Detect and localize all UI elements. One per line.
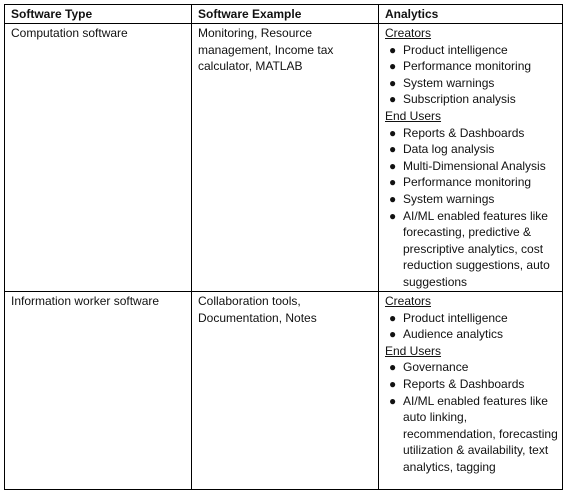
- list-item: [385, 393, 558, 476]
- bullet-icon: ●: [389, 142, 397, 157]
- list-item: [385, 208, 558, 291]
- bullet-icon: ●: [389, 42, 397, 57]
- list-item-text: Product intelligence: [403, 42, 508, 57]
- list-item-text: Audience analytics: [403, 327, 504, 342]
- end-users-label: End Users: [385, 108, 442, 123]
- list-item-text: Reports & Dashboards: [403, 376, 525, 391]
- list-item: [385, 310, 558, 327]
- bullet-icon: ●: [389, 125, 397, 140]
- bullet-icon: ●: [389, 376, 397, 391]
- header-software-type: Software Type: [5, 5, 192, 24]
- list-item-text: Multi-Dimensional Analysis: [403, 158, 546, 173]
- bullet-icon: ●: [389, 191, 397, 206]
- bullet-icon: ●: [389, 158, 397, 173]
- end-users-list: [385, 125, 558, 291]
- bullet-icon: ●: [389, 208, 397, 223]
- list-item: [385, 141, 558, 158]
- list-item: [385, 376, 558, 393]
- list-item-text: Performance monitoring: [403, 175, 532, 190]
- table-row: [5, 292, 563, 490]
- list-item-text: System warnings: [403, 75, 495, 90]
- list-item: [385, 125, 558, 142]
- list-item-text: AI/ML enabled features like auto linking, recommendation, forecasting utilization & availability, text analytics, tagging: [403, 393, 558, 474]
- table-header-row: [5, 5, 563, 24]
- list-item: [385, 58, 558, 75]
- bullet-icon: ●: [389, 310, 397, 325]
- list-item: [385, 158, 558, 175]
- creators-label: Creators: [385, 294, 432, 308]
- cell-software-example: Monitoring, Resource management, Income tax calculator, MATLAB: [192, 24, 379, 292]
- list-item-text: Performance monitoring: [403, 59, 532, 74]
- list-item: [385, 191, 558, 208]
- cell-analytics: [379, 292, 563, 490]
- header-software-example: Software Example: [192, 5, 379, 24]
- list-item: [385, 359, 558, 376]
- bullet-icon: ●: [389, 175, 397, 190]
- cell-software-type: Information worker software: [5, 292, 192, 490]
- list-item: [385, 42, 558, 59]
- bullet-icon: ●: [389, 75, 397, 90]
- bullet-icon: ●: [389, 327, 397, 342]
- list-item-text: System warnings: [403, 191, 495, 206]
- bullet-icon: ●: [389, 92, 397, 107]
- end-users-list: [385, 359, 558, 475]
- creators-label: Creators: [385, 26, 432, 40]
- list-item-text: Data log analysis: [403, 142, 495, 157]
- cell-software-example: Collaboration tools, Documentation, Notes: [192, 292, 379, 490]
- list-item: [385, 91, 558, 108]
- list-item-text: Subscription analysis: [403, 92, 516, 107]
- creators-list: [385, 42, 558, 108]
- end-users-label: End Users: [385, 343, 442, 358]
- list-item: [385, 326, 558, 343]
- list-item-text: AI/ML enabled features like forecasting, predictive & prescriptive analytics, cost reduction suggestions, auto suggestions: [403, 208, 550, 289]
- software-analytics-table: [4, 4, 563, 490]
- list-item-text: Reports & Dashboards: [403, 125, 525, 140]
- creators-list: [385, 310, 558, 343]
- list-item: [385, 174, 558, 191]
- cell-software-type: Computation software: [5, 24, 192, 292]
- bullet-icon: ●: [389, 59, 397, 74]
- header-analytics: Analytics: [379, 5, 563, 24]
- bullet-icon: ●: [389, 393, 397, 408]
- list-item-text: Governance: [403, 360, 469, 375]
- table-row: [5, 24, 563, 292]
- bullet-icon: ●: [389, 360, 397, 375]
- list-item: [385, 75, 558, 92]
- cell-analytics: [379, 24, 563, 292]
- list-item-text: Product intelligence: [403, 310, 508, 325]
